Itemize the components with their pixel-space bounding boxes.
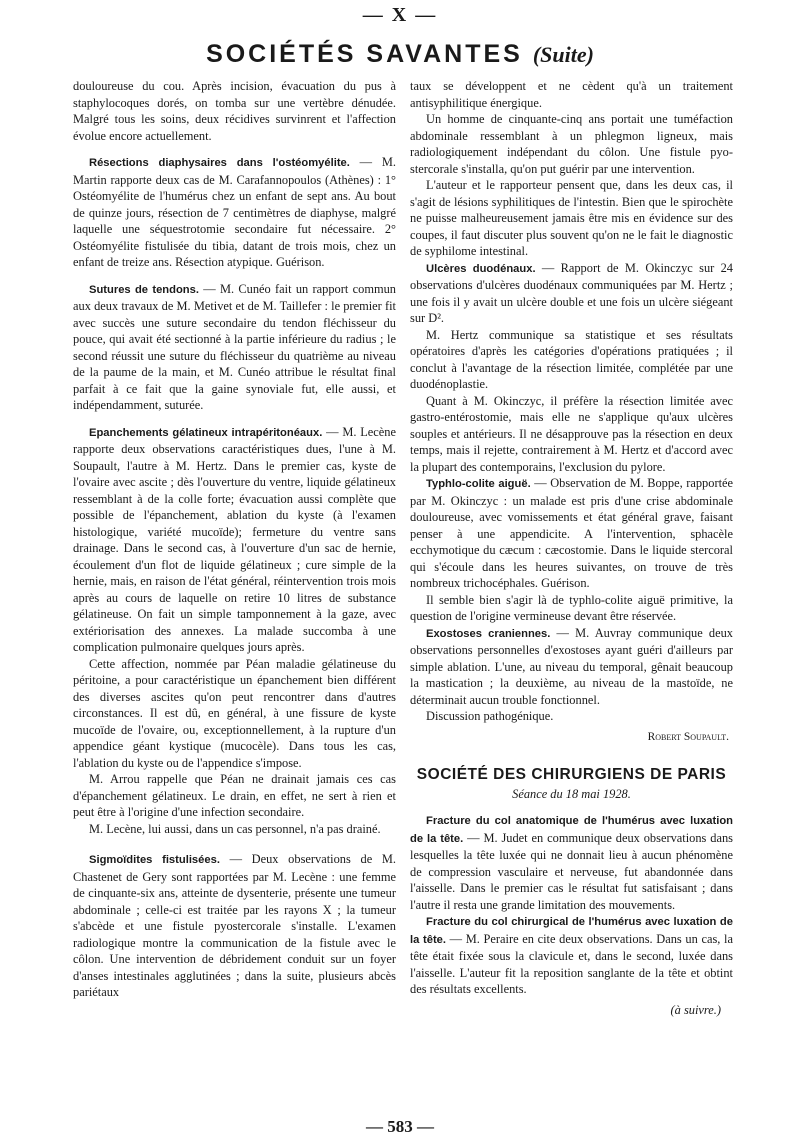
article-exostoses (410, 625, 733, 709)
paragraph: Cette affection, nommée par Péan maladie gélatineuse du péritoine, a pour caractéristique un épanchement bien différent des diverses ascites qu'on peut rencontrer dans d'autres circonstances. Il est dû, en général, à une fissure de kyste mucoïde de l'ovaire, ou, exceptionnellement, à la rupture d'un appendice géant kystique (mucocèle). Dans tous les cas, l'ablation du kyste ou de l'appendice s'impose. (73, 656, 396, 770)
article-epanchements (73, 424, 396, 656)
paragraph: Quant à M. Okinczyc, il préfère la résection limitée avec gastro-entérostomie, mais elle ne s'applique qu'aux ulcères souples et antérieurs. Il ne désapprouve pas la résection en deux temps, mais il rejette, contrairement à M. Hertz et d'accord avec la plupart des contemporains, l'exclusion du pylore. (410, 393, 733, 474)
article-body: — Deux observations de M. Chastenet de Gery sont rapportées par M. Lecène : une femme de cinquante-six ans, atteinte de dysenterie, présente une tumeur abdominale ; celle-ci est traitée par les rayons X ; la tumeur s'abcède et une fistule pyostercorale s'installe. L'examen radiologique montre la communication de la fistule avec le côlon. Une intervention de débridement conduit sur un foyer d'anses intestinales agglutinées ; dans la suite, plusieurs abcès pariétaux (73, 852, 396, 999)
paragraph: Discussion pathogénique. (426, 709, 554, 723)
paragraph: Un homme de cinquante-cinq ans portait une tuméfaction abdominale ressemblant à un phlegmon ligneux, mais radiologiquement indépendant du côlon. Une fistule pyo-stercorale s'installa, qu'on put guérir par une intervention. (410, 112, 733, 176)
section-title (0, 40, 800, 69)
article-sigmoidites (73, 851, 396, 1001)
section-title-text: SOCIÉTÉS SAVANTES (206, 40, 523, 68)
paragraph: M. Arrou rappelle que Péan ne drainait jamais ces cas d'épanchement gélatineux. Le drain, en effet, ne sert à rien et peut être à l'origine d'une infection secondaire. (73, 772, 396, 819)
article-body: — M. Peraire en cite deux observations. Dans un cas, la tête était fixée sous la clavicule et, dans le second, luxée dans l'aisselle. L'auteur fit la reposition sanglante de la tête et obtint des résultats excellents. (410, 931, 733, 996)
article-body: — M. Auvray communique deux observations personnelles d'exostoses ayant guéri d'ailleurs par simple ablation. L'une, au niveau du temporal, gênait beaucoup la mastication ; la deuxième, au niveau de la mastoïde, ne déterminait aucun trouble fonctionnel. (410, 625, 733, 707)
section-suite: (Suite) (532, 42, 594, 67)
article-heading: Sigmoïdites fistulisées. (89, 854, 220, 866)
left-column (73, 78, 396, 1001)
right-column (410, 78, 733, 1018)
paragraph: M. Lecène, lui aussi, dans un cas personnel, n'a pas drainé. (89, 821, 381, 836)
article-body: — Rapport de M. Okinczyc sur 24 observations d'ulcères duodénaux communiquées par M. Hertz ; une fois il y avait un ulcère double et une fois un ulcère siégeant sur D². (410, 260, 733, 325)
article-fracture-anatomique (410, 812, 733, 913)
article-body: — Observation de M. Boppe, rapportée par M. Okinczyc : un malade est pris d'une crise abdominale douloureuse, avec vomissements et état général grave, faisant penser à une appendicite. A l'intervention, sphacèle ecchymotique du cæcum : cæcostomie. Dans le liquide stercoral qui s'écoule dans les heures suivantes, on trouve de très nombreux trichocéphales. Guérison. (410, 476, 734, 590)
author-signature: Robert Soupault. (647, 730, 729, 743)
article-ulceres (410, 260, 733, 327)
article-heading: Fracture du col anatomique de l'humérus avec luxation de la tête. (410, 815, 733, 845)
to-be-continued: (à suivre.) (670, 1002, 721, 1017)
paragraph-continuation: douloureuse du cou. Après incision, évacuation du pus à staphylocoques dorés, on tomba sur une vertèbre dénudée. Malgré tous les soins, deux récidives survinrent et l'affection évolue encore actuellement. (73, 79, 396, 143)
paragraph-continuation: taux se développent et ne cèdent qu'à un traitement antisyphilitique énergique. (410, 79, 733, 110)
article-heading: Exostoses craniennes. (426, 627, 551, 640)
article-body: — M. Lecène rapporte deux observations caractéristiques dues, l'une à M. Soupault, l'autre à M. Hertz. Dans le premier cas, kyste de l'ovaire avec ascite ; dès l'ouverture du ventre, liquide gélatineux ressemblant à de la colle forte; évacuation aussi complète que possible de l'épanchement, ablation du kyste (à l'examen histologique, variété mucoïde); fermeture du ventre sans drainage. Dans le second cas, à l'ouverture d'un sac de hernie, écoulement d'un flot de liquide gélatineux ; cure simple de la hernie, mais, en raison de l'état général, réintervention trois mois après au cours de laquelle on retire 10 litres de substance gélatineuse. On fait un simple tamponnement à la gaze, avec extériorisation des annexes. La malade succomba à une complication pulmonaire quelques jours après. (73, 424, 397, 654)
page-number: — 583 — (366, 1117, 434, 1136)
article-heading: Ulcères duodénaux. (426, 262, 536, 275)
article-heading: Fracture du col chirurgical de l'humérus avec luxation de la tête. (410, 916, 733, 946)
article-heading: Sutures de tendons. (89, 283, 199, 296)
article-sutures (73, 281, 396, 414)
paragraph: L'auteur et le rapporteur pensent que, dans les deux cas, il s'agit de lésions syphilitiques de l'intestin. Bien que le spirochète ne puisse malheureusement jamais être mis en évidence sur des coupes, il faut discuter plus souvent qu'on ne le fait le diagnostic de syphilome intestinal. (410, 178, 733, 258)
paragraph: Il semble bien s'agir là de typhlo-colite aiguë primitive, la question de l'origine vermineuse devant être réservée. (410, 592, 733, 623)
article-fracture-chirurgical (410, 913, 733, 998)
article-heading: Epanchements gélatineux intrapéritonéaux. (89, 426, 323, 439)
article-body: — M. Cunéo fait un rapport commun aux deux travaux de M. Metivet et de M. Taillefer : le premier fit avec succès une suture secondaire du tendon fléchisseur du pouce, qui avait été sectionné à la partie inférieure du radius ; le second réussit une suture du fléchisseur du quatrième au niveau de la paume de la main, et M. Cunéo attribue le résultat final parfait à ce fait que la gaine synoviale fut, elle aussi, et indépendamment, suturée. (73, 281, 396, 412)
session-date: Séance du 18 mai 1928. (512, 786, 631, 801)
article-typhlo-colite (410, 475, 733, 592)
society-title: SOCIÉTÉ DES CHIRURGIENS DE PARIS (416, 766, 727, 783)
article-resections (73, 154, 396, 271)
article-body: — M. Martin rapporte deux cas de M. Carafannopoulos (Athènes) : 1° Ostéomyélite de l'humérus chez un enfant de sept ans. Au bout de quinze jours, résection de 7 centimètres de diaphyse, malgré laquelle une séquestrotomie secondaire fut nécessaire. 2° Ostéomyélite fistulisée du tibia, datant de trois mois, chez un enfant de treize ans. Résection atypique. Guérison. (73, 155, 396, 269)
paragraph: M. Hertz communique sa statistique et ses résultats opératoires d'après les catégories d'opérations pratiquées ; il conclut à l'avantage de la résection limitée, complétée par une duodénoplastie. (410, 327, 733, 391)
article-body: — M. Judet en communique deux observations dans lesquelles la tête luxée qui ne donnait lieu à aucun phénomène de compression vasculaire et nerveuse, fut abandonnée dans l'aisselle. Dans le premier cas le résultat fut satisfaisant ; dans l'autre il resta une grande limitation des mouvements. (410, 830, 733, 912)
page-roman-numeral: — X — (362, 4, 438, 26)
article-heading: Résections diaphysaires dans l'ostéomyélite. (89, 157, 350, 169)
article-heading: Typhlo-colite aiguë. (426, 478, 531, 490)
